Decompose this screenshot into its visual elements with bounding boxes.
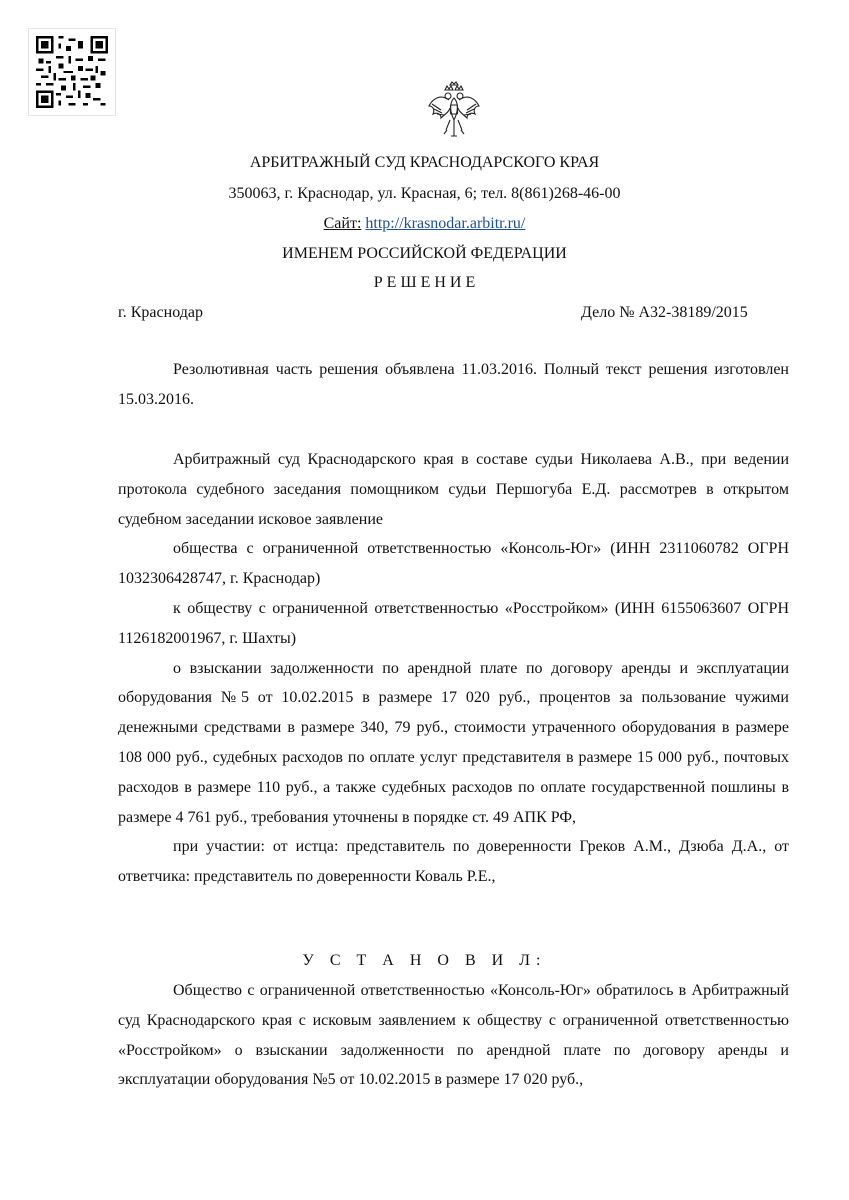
court-address: 350063, г. Краснодар, ул. Красная, 6; тел. 8(861)268-46-00	[228, 185, 621, 202]
plaintiff-paragraph: общества с ограниченной ответственностью «Консоль-Юг» (ИНН 2311060782 ОГРН 1032306428747, г. Краснодар)	[118, 540, 789, 588]
site-link[interactable]: http://krasnodar.arbitr.ru/	[365, 215, 526, 232]
resolution-block	[118, 355, 789, 415]
established-paragraph: Общество с ограниченной ответственностью «Консоль-Юг» обратилось в Арбитражный суд Краснодарского края с исковым заявлением к обществу с ограниченной ответственностью «Росстройком» о взыскании задолженности по арендной плате по договору аренды и эксплуатации оборудования №5 от 10.02.2015 в размере 17 020 руб.,	[118, 982, 789, 1089]
claim-paragraph: о взыскании задолженности по арендной плате по договору аренды и эксплуатации оборудования №5 от 10.02.2015 в размере 17 020 руб., процентов за пользование чужими денежными средствами в размере 340, 79 руб., стоимости утраченного оборудования в размере 108 000 руб., судебных расходов по оплате услуг представителя в размере 15 000 руб., почтовых расходов в размере 110 руб., а также судебных расходов по оплате государственной пошлины в размере 4 761 руб., требования уточнены в порядке ст. 49 АПК РФ,	[118, 659, 789, 826]
established-block	[118, 976, 789, 1095]
qr-code-icon	[36, 36, 108, 108]
court-site	[0, 214, 849, 234]
site-label: Сайт:	[323, 215, 362, 232]
participants-paragraph: при участии: от истца: представитель по доверенности Греков А.М., Дзюба Д.А., от ответчика: представитель по доверенности Коваль Р.Е.,	[118, 838, 789, 886]
case-city: г. Краснодар	[118, 304, 203, 321]
established-heading: У С Т А Н О В И Л:	[302, 952, 547, 969]
decision-title: Р Е Ш Е Н И Е	[373, 274, 476, 291]
case-number: Дело № А32-38189/2015	[581, 304, 748, 321]
court-name: АРБИТРАЖНЫЙ СУД КРАСНОДАРСКОГО КРАЯ	[249, 154, 600, 171]
main-block	[118, 445, 789, 892]
resolution-paragraph: Резолютивная часть решения объявлена 11.03.2016. Полный текст решения изготовлен 15.03.2016.	[118, 361, 789, 408]
in-name-heading: ИМЕНЕМ РОССИЙСКОЙ ФЕДЕРАЦИИ	[282, 245, 567, 262]
court-composition-paragraph: Арбитражный суд Краснодарского края в составе судьи Николаева А.В., при ведении протокола судебного заседания помощником судьи Першогуба Е.Д. рассмотрев в открытом судебном заседании исковое заявление	[118, 451, 789, 528]
qr-code	[28, 28, 116, 116]
defendant-paragraph: к обществу с ограниченной ответственностью «Росстройком» (ИНН 6155063607 ОГРН 1126182001967, г. Шахты)	[118, 599, 789, 647]
coat-of-arms-icon	[423, 80, 485, 142]
